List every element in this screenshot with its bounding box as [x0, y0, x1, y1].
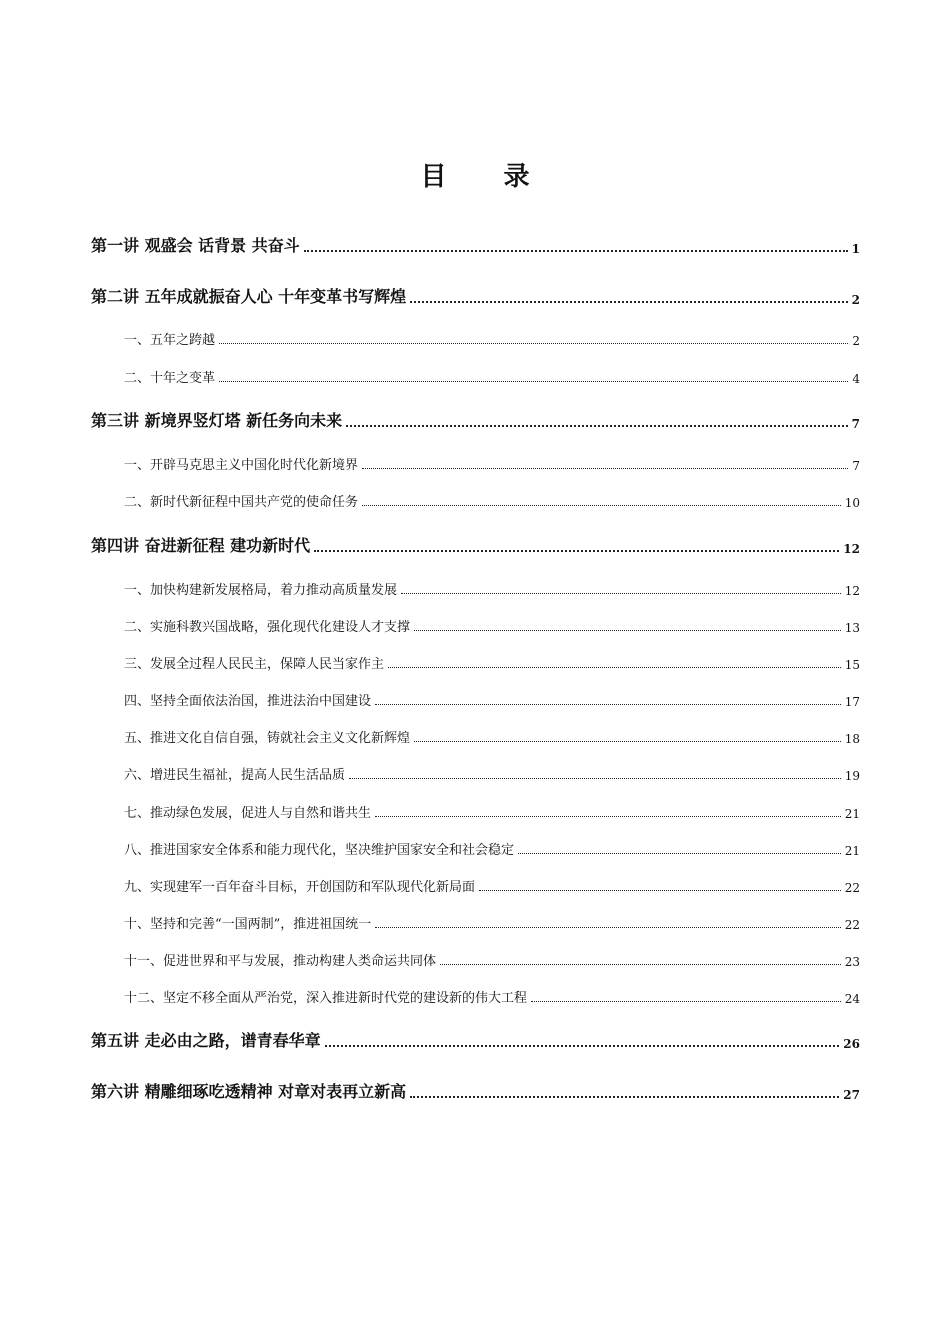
dot-leader [440, 964, 841, 965]
toc-section-4-7[interactable] [124, 803, 860, 821]
dot-leader [388, 667, 841, 668]
toc-section-4-9[interactable] [124, 877, 860, 895]
toc-page-number: 26 [843, 1037, 860, 1051]
dot-leader [414, 630, 841, 631]
toc-section-label: 七、推动绿色发展，促进人与自然和谐共生 [124, 806, 372, 821]
dot-leader [362, 505, 841, 506]
toc-section-2-1[interactable] [124, 330, 860, 348]
toc-chapter-1[interactable] [91, 234, 860, 256]
dot-leader [375, 704, 841, 705]
toc-page-number: 21 [844, 807, 860, 821]
dot-leader [346, 425, 847, 427]
toc-chapter-5[interactable] [91, 1029, 860, 1051]
toc-chapter-label: 第二讲 五年成就振奋人心 十年变革书写辉煌 [91, 287, 407, 306]
toc-section-label: 五、推进文化自信自强，铸就社会主义文化新辉煌 [124, 731, 411, 746]
dot-leader [531, 1001, 841, 1002]
toc-chapter-4[interactable] [91, 534, 860, 556]
dot-leader [410, 301, 847, 303]
toc-page-number: 2 [852, 334, 860, 348]
toc-section-3-1[interactable] [124, 455, 860, 473]
dot-leader [325, 1045, 840, 1047]
dot-leader [219, 343, 848, 344]
toc-page-number: 15 [844, 658, 860, 672]
dot-leader [362, 468, 848, 469]
dot-leader [375, 927, 840, 928]
toc-chapter-label: 第三讲 新境界竖灯塔 新任务向未来 [91, 411, 343, 430]
toc-section-label: 四、坚持全面依法治国，推进法治中国建设 [124, 694, 372, 709]
toc-section-label: 十一、促进世界和平与发展，推动构建人类命运共同体 [124, 954, 437, 969]
toc-chapter-6[interactable] [91, 1080, 860, 1102]
toc-section-3-2[interactable] [124, 492, 860, 510]
toc-page-number: 22 [844, 918, 860, 932]
toc-section-4-5[interactable] [124, 728, 860, 746]
toc-section-4-3[interactable] [124, 654, 860, 672]
toc-section-label: 十二、坚定不移全面从严治党，深入推进新时代党的建设新的伟大工程 [124, 991, 528, 1006]
toc-page-number: 7 [851, 417, 860, 431]
toc-section-label: 十、坚持和完善“一国两制”，推进祖国统一 [124, 917, 372, 932]
dot-leader [401, 593, 841, 594]
dot-leader [304, 250, 848, 252]
dot-leader [375, 816, 841, 817]
dot-leader [219, 381, 848, 382]
dot-leader [479, 890, 841, 891]
toc-page-number: 1 [851, 242, 860, 256]
toc-section-4-11[interactable] [124, 951, 860, 969]
toc-page-number: 13 [844, 621, 860, 635]
toc-page-number: 27 [843, 1088, 860, 1102]
toc-page-number: 12 [843, 542, 860, 556]
toc-chapter-2[interactable] [91, 285, 860, 307]
toc-section-label: 三、发展全过程人民民主，保障人民当家作主 [124, 657, 385, 672]
toc-section-4-12[interactable] [124, 988, 860, 1006]
toc-chapter-label: 第六讲 精雕细琢吃透精神 对章对表再立新高 [91, 1082, 407, 1101]
toc-section-label: 二、实施科教兴国战略，强化现代化建设人才支撑 [124, 620, 411, 635]
toc-section-4-4[interactable] [124, 691, 860, 709]
toc-page-number: 23 [844, 955, 860, 969]
toc-page-number: 7 [852, 459, 860, 473]
toc-title: 目 录 [420, 162, 554, 192]
toc-section-4-2[interactable] [124, 617, 860, 635]
toc-section-label: 九、实现建军一百年奋斗目标，开创国防和军队现代化新局面 [124, 880, 476, 895]
toc-page-number: 12 [844, 584, 860, 598]
toc-chapter-3[interactable] [91, 409, 860, 431]
toc-page-number: 24 [844, 992, 860, 1006]
dot-leader [414, 741, 841, 742]
toc-page-number: 18 [844, 732, 860, 746]
toc-section-label: 一、五年之跨越 [124, 333, 216, 348]
toc-page-number: 17 [844, 695, 860, 709]
toc-section-2-2[interactable] [124, 368, 860, 386]
dot-leader [410, 1096, 839, 1098]
toc-chapter-label: 第五讲 走必由之路，谱青春华章 [91, 1031, 321, 1050]
toc-page-number: 4 [852, 372, 860, 386]
toc-page-number: 21 [844, 844, 860, 858]
toc-chapter-label: 第四讲 奋进新征程 建功新时代 [91, 536, 311, 555]
toc-section-4-6[interactable] [124, 765, 860, 783]
dot-leader [349, 778, 841, 779]
toc-page-number: 19 [844, 769, 860, 783]
toc-section-label: 二、十年之变革 [124, 371, 216, 386]
toc-page-number: 22 [844, 881, 860, 895]
toc-section-4-10[interactable] [124, 914, 860, 932]
dot-leader [314, 550, 839, 552]
toc-section-label: 一、加快构建新发展格局，着力推动高质量发展 [124, 583, 398, 598]
toc-chapter-label: 第一讲 观盛会 话背景 共奋斗 [91, 236, 300, 255]
toc-section-label: 六、增进民生福祉，提高人民生活品质 [124, 768, 346, 783]
toc-page-number: 2 [851, 293, 860, 307]
toc-section-4-1[interactable] [124, 580, 860, 598]
toc-section-label: 二、新时代新征程中国共产党的使命任务 [124, 495, 359, 510]
toc-section-4-8[interactable] [124, 840, 860, 858]
toc-section-label: 八、推进国家安全体系和能力现代化，坚决维护国家安全和社会稳定 [124, 843, 515, 858]
toc-section-label: 一、开辟马克思主义中国化时代化新境界 [124, 458, 359, 473]
toc-page-number: 10 [844, 496, 860, 510]
dot-leader [518, 853, 841, 854]
